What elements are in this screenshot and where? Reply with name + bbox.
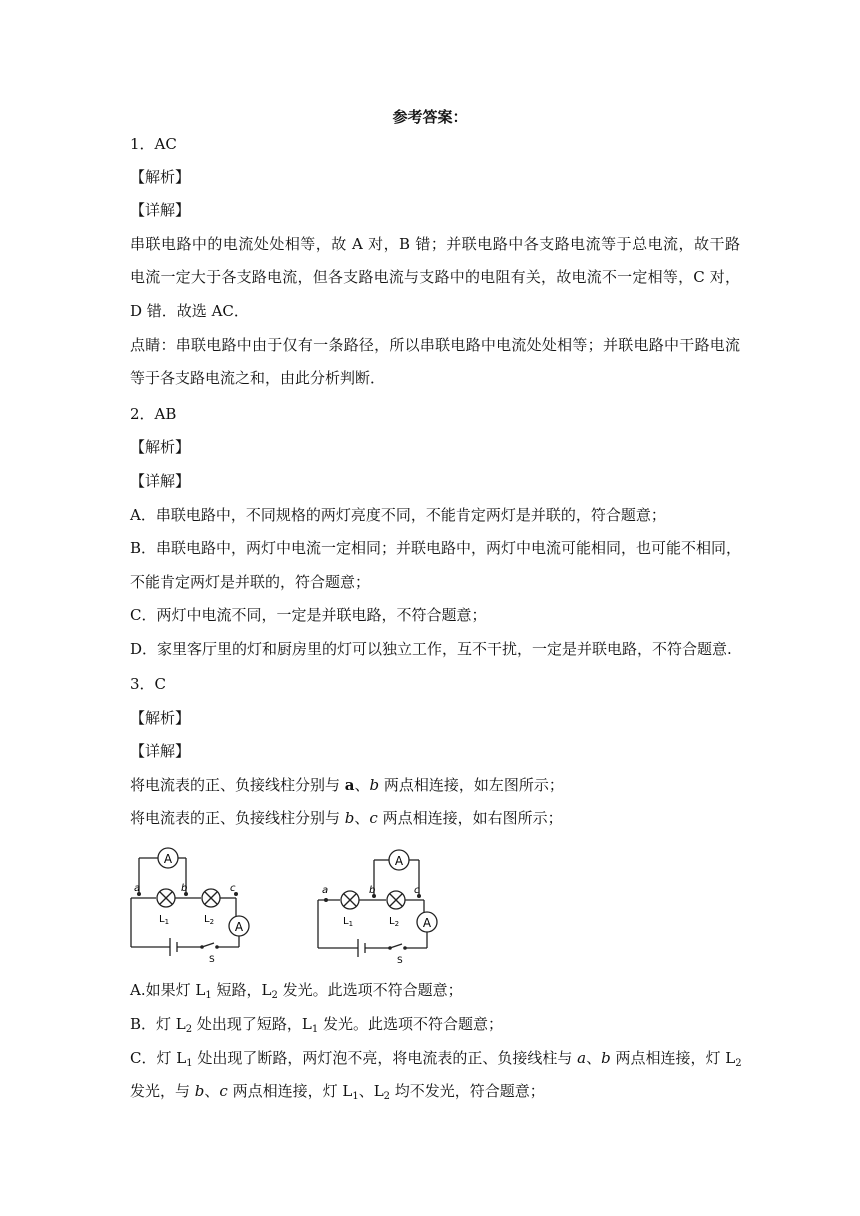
left-lamp1-label: $L_1$ xyxy=(159,914,170,926)
q3-detail-heading: 【详解】 xyxy=(130,742,191,760)
q3-left-figure-text: 将电流表的正、负接线柱分别与 a、b 两点相连接，如左图所示； xyxy=(130,776,564,794)
left-switch-label: S xyxy=(209,955,215,965)
left-point-a: a xyxy=(134,883,141,894)
q3-option-c-line-2: 发光，与 b、c 两点相连接，灯 $L_1$、$L_2$ 均不发光，符合题意； xyxy=(130,1082,545,1102)
right-point-b: b xyxy=(369,885,376,896)
q1-analysis-heading: 【解析】 xyxy=(130,168,191,186)
right-point-a: a xyxy=(322,885,329,896)
right-lamp1-label: $L_1$ xyxy=(343,916,354,928)
q1-note-line-2: 等于各支路电流之和，由此分析判断． xyxy=(130,369,386,387)
q1-answer: 1．AC xyxy=(130,135,177,153)
right-switch-label: S xyxy=(397,956,403,966)
q2-option-b-line-2: 不能肯定两灯是并联的，符合题意； xyxy=(130,573,371,591)
q3-answer: 3．C xyxy=(130,675,167,693)
right-ammeter2-label: A xyxy=(422,916,432,930)
q2-option-d: D．家里客厅里的灯和厨房里的灯可以独立工作，互不干扰，一定是并联电路，不符合题意. xyxy=(130,640,732,658)
left-circuit-diagram xyxy=(126,844,266,968)
q3-option-b: B．灯 $L_2$ 处出现了短路，$L_1$ 发光。此选项不符合题意； xyxy=(130,1015,504,1035)
q3-option-a: A.如果灯 $L_1$ 短路，$L_2$ 发光。此选项不符合题意； xyxy=(130,981,463,1001)
q1-detail-line-2: 电流一定大于各支路电流，但各支路电流与支路中的电阻有关，故电流不一定相等，C 对， xyxy=(130,268,740,286)
q1-detail-line-3: D 错．故选 AC． xyxy=(130,302,249,320)
q2-option-c: C．两灯中电流不同，一定是并联电路，不符合题意； xyxy=(130,606,487,624)
q1-note-line-1: 点睛：串联电路中由于仅有一条路径，所以串联电路中电流处处相等；并联电路中干路电流 xyxy=(130,336,740,354)
q2-option-b-line-1: B．串联电路中，两灯中电流一定相同；并联电路中，两灯中电流可能相同，也可能不相同， xyxy=(130,539,742,557)
q2-detail-heading: 【详解】 xyxy=(130,472,191,490)
left-point-c: c xyxy=(230,883,236,894)
right-ammeter-label: A xyxy=(394,854,404,868)
q1-detail-line-1: 串联电路中的电流处处相等，故 A 对，B 错；并联电路中各支路电流等于总电流，故干路 xyxy=(130,235,740,253)
right-circuit-diagram xyxy=(312,844,452,968)
q3-option-c-line-1: C．灯 $L_1$ 处出现了断路，两灯泡不亮，将电流表的正、负接线柱与 a、b 两点相连接，灯 $L_2$ xyxy=(130,1049,742,1069)
right-point-c: c xyxy=(414,885,420,896)
page-title: 参考答案： xyxy=(392,108,468,126)
q3-right-figure-text: 将电流表的正、负接线柱分别与 b、c 两点相连接，如右图所示； xyxy=(130,809,563,827)
left-ammeter2-label: A xyxy=(234,920,244,934)
q1-detail-heading: 【详解】 xyxy=(130,201,191,219)
q2-analysis-heading: 【解析】 xyxy=(130,438,191,456)
q3-analysis-heading: 【解析】 xyxy=(130,709,191,727)
q2-option-a: A．串联电路中，不同规格的两灯亮度不同，不能肯定两灯是并联的，符合题意； xyxy=(130,506,666,524)
left-ammeter-label: A xyxy=(163,852,173,866)
left-point-b: b xyxy=(181,883,188,894)
left-lamp2-label: $L_2$ xyxy=(204,914,215,926)
right-lamp2-label: $L_2$ xyxy=(389,916,400,928)
q2-answer: 2．AB xyxy=(130,405,177,423)
